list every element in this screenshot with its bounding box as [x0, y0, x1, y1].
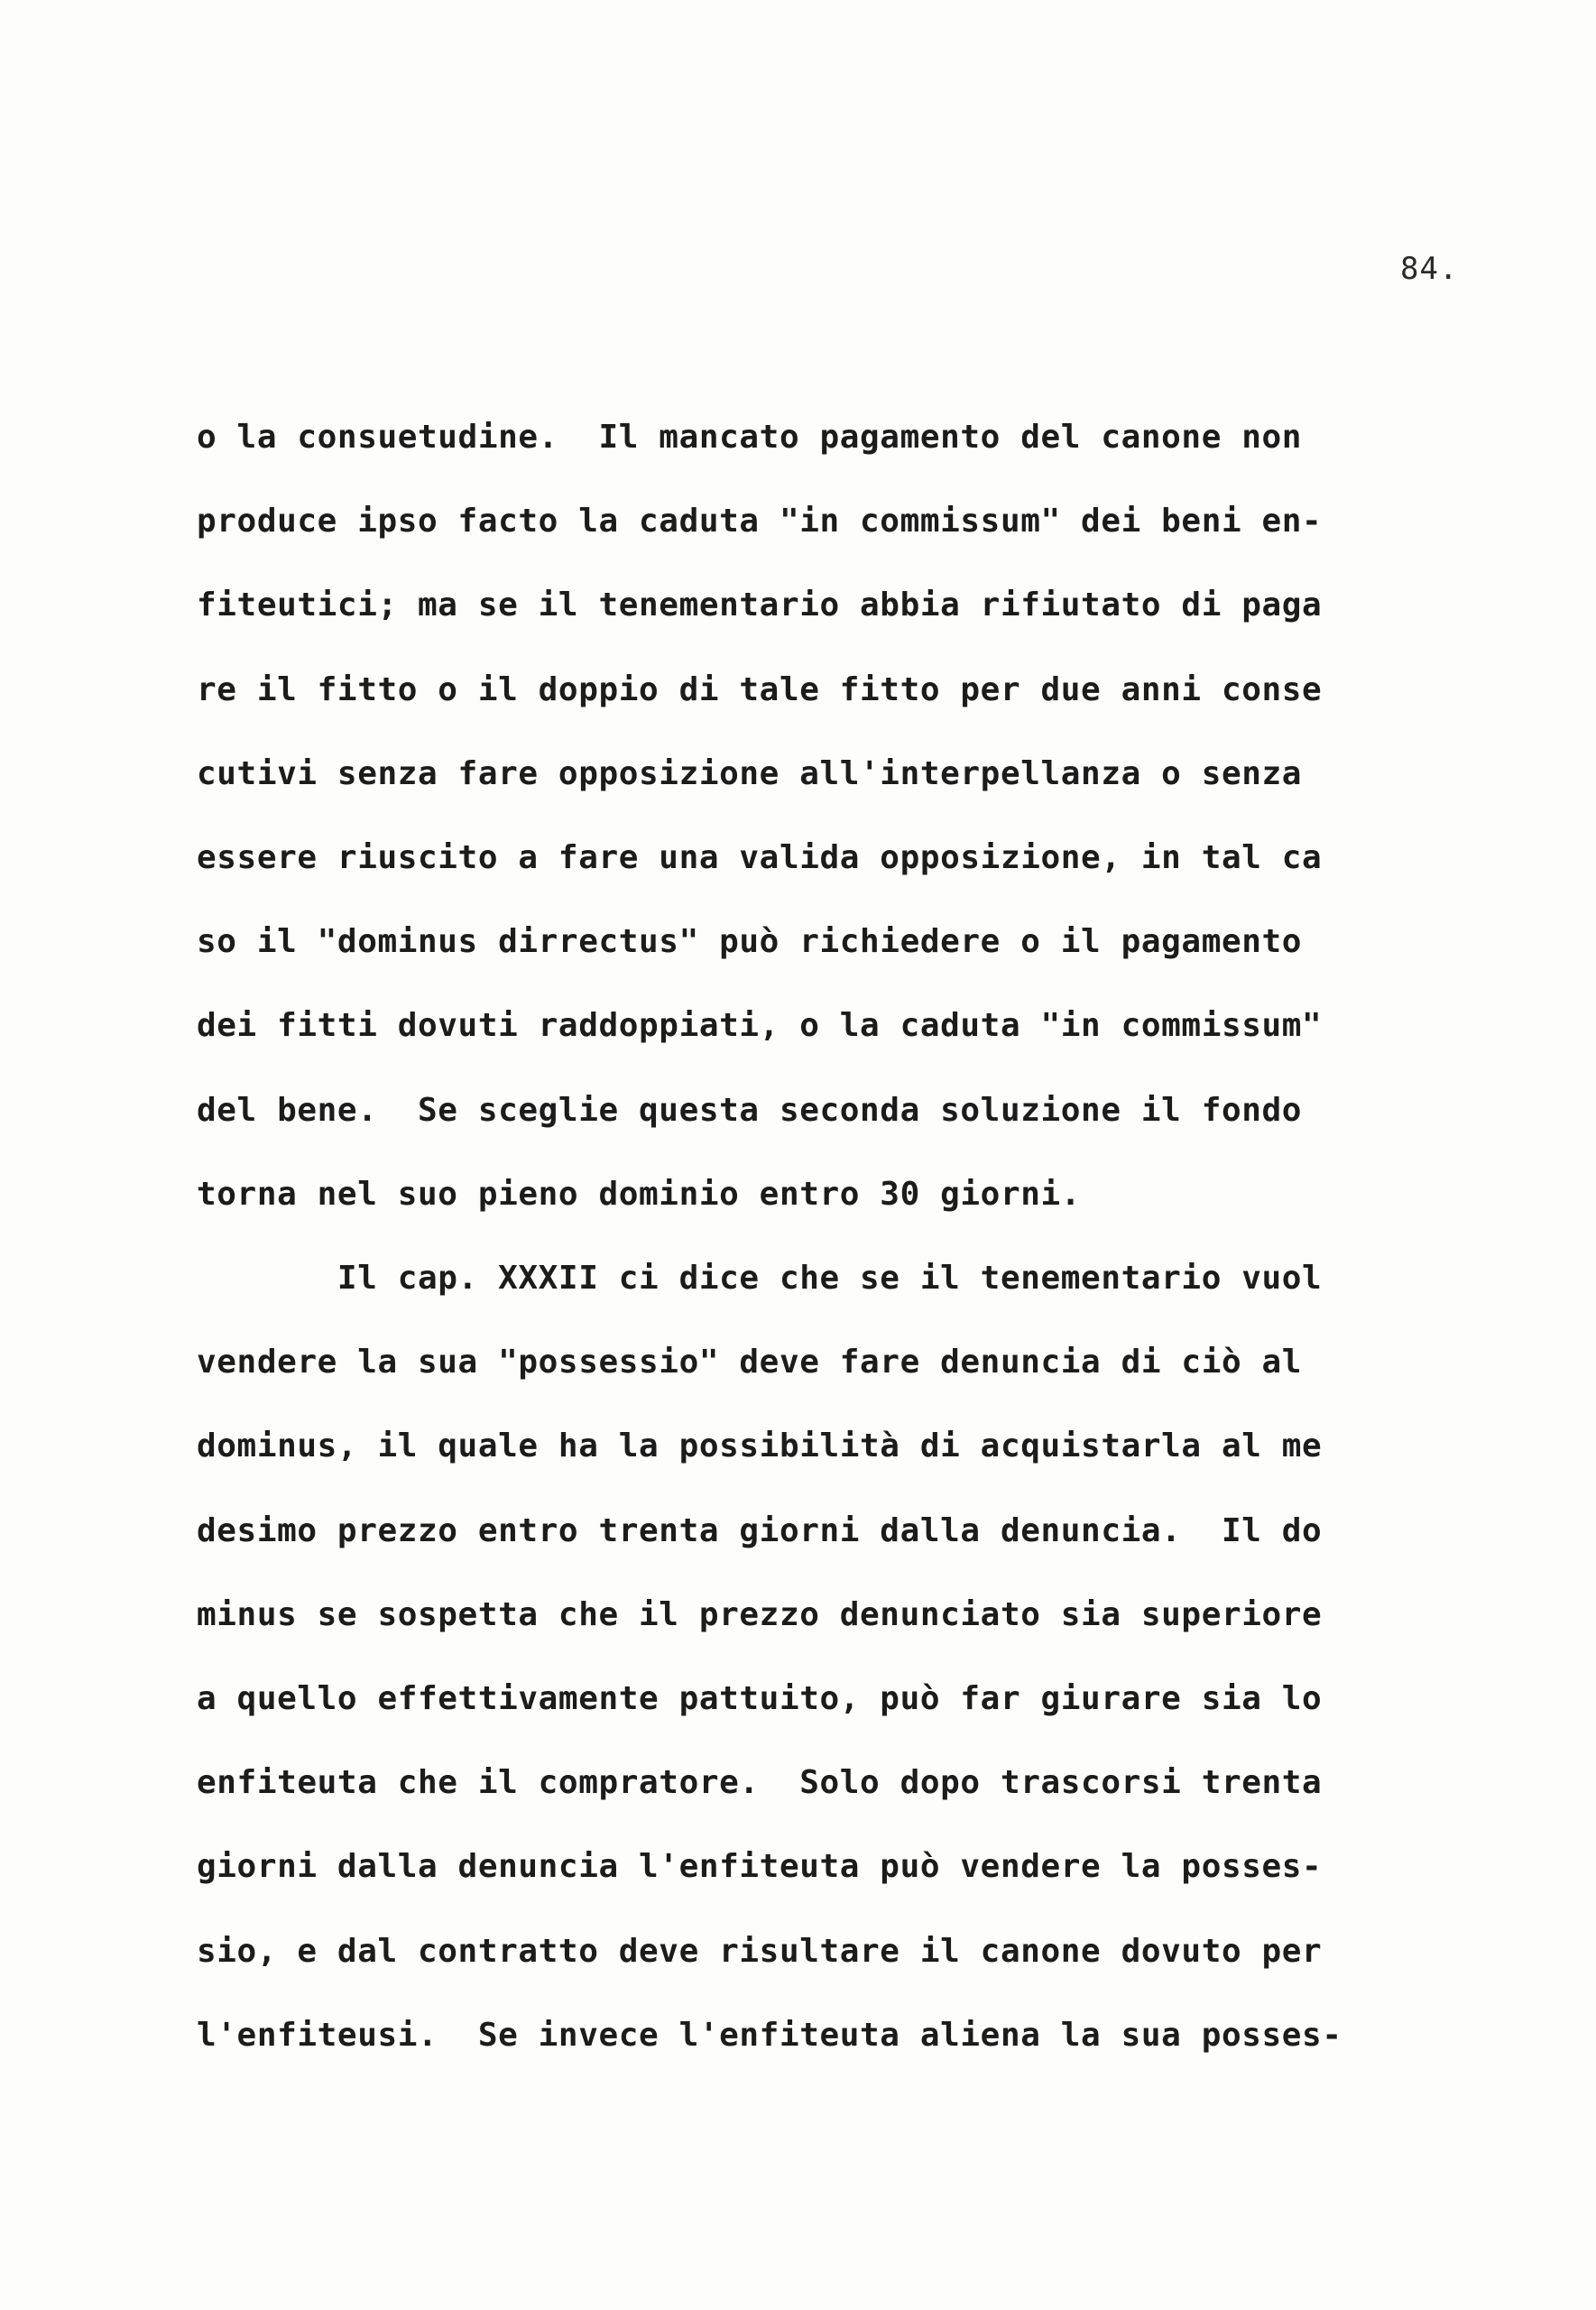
text-line: l'enfiteusi. Se invece l'enfiteuta aliena la sua posses-: [197, 2016, 1342, 2054]
text-line: sio, e dal contratto deve risultare il canone dovuto per: [197, 1932, 1323, 1970]
text-line: fiteutici; ma se il tenementario abbia rifiutato di paga: [197, 587, 1323, 624]
text-line: enfiteuta che il compratore. Solo dopo trascorsi trenta: [197, 1764, 1323, 1802]
text-line: del bene. Se sceglie questa seconda soluzione il fondo: [197, 1091, 1303, 1129]
text-line: dei fitti dovuti raddoppiati, o la caduta "in commissum": [197, 1007, 1323, 1045]
text-line: desimo prezzo entro trenta giorni dalla denuncia. Il do: [197, 1511, 1323, 1549]
text-line: torna nel suo pieno dominio entro 30 giorni.: [197, 1175, 1082, 1213]
text-line: vendere la sua "possessio" deve fare denuncia di ciò al: [197, 1344, 1303, 1381]
text-line: o la consuetudine. Il mancato pagamento del canone non: [197, 419, 1303, 456]
text-line: Il cap. XXXII ci dice che se il tenementario vuol: [197, 1260, 1323, 1297]
text-line: giorni dalla denuncia l'enfiteuta può vendere la posses-: [197, 1848, 1323, 1886]
text-line: essere riuscito a fare una valida opposizione, in tal ca: [197, 839, 1323, 876]
text-line: produce ipso facto la caduta "in commissum" dei beni en-: [197, 503, 1323, 541]
text-line: minus se sospetta che il prezzo denunciato sia superiore: [197, 1595, 1323, 1633]
text-line: re il fitto o il doppio di tale fitto per due anni conse: [197, 670, 1323, 708]
text-line: dominus, il quale ha la possibilità di acquistarla al me: [197, 1428, 1323, 1465]
text-line: so il "dominus dirrectus" può richiedere o il pagamento: [197, 923, 1303, 961]
text-line: cutivi senza fare opposizione all'interpellanza o senza: [197, 754, 1303, 792]
page-number: 84.: [1400, 251, 1459, 287]
text-line: a quello effettivamente pattuito, può far giurare sia lo: [197, 1680, 1323, 1717]
